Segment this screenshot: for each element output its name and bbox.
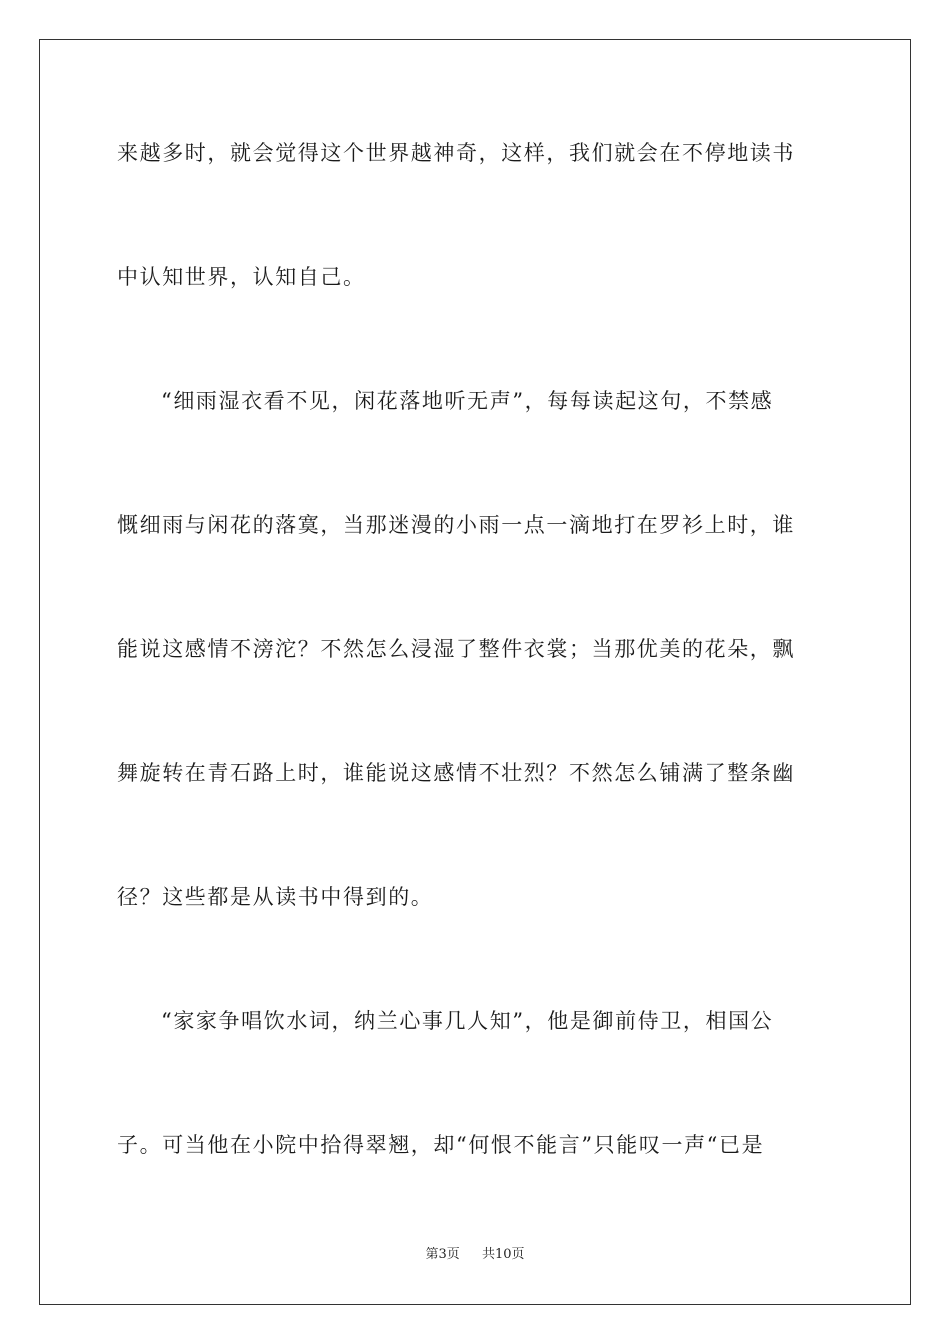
text-line-8: “家家争唱饮水词，纳兰心事几人知”，他是御前侍卫，相国公 <box>161 1009 774 1033</box>
text-line-1: 来越多时，就会觉得这个世界越神奇，这样，我们就会在不停地读书 <box>117 141 795 165</box>
page-border <box>39 39 911 1305</box>
text-line-2: 中认知世界，认知自己。 <box>117 265 366 289</box>
page-number: 第3页 <box>425 1247 460 1262</box>
text-line-9: 子。可当他在小院中拾得翠翘，却“何恨不能言”只能叹一声“已是 <box>117 1133 765 1157</box>
text-line-6: 舞旋转在青石路上时，谁能说这感情不壮烈？不然怎么铺满了整条幽 <box>117 761 795 785</box>
page-footer <box>0 1246 950 1264</box>
text-line-4: 慨细雨与闲花的落寞，当那迷漫的小雨一点一滴地打在罗衫上时，谁 <box>117 513 795 537</box>
text-line-7: 径？这些都是从读书中得到的。 <box>117 885 434 909</box>
total-pages: 共10页 <box>481 1247 525 1262</box>
text-line-5: 能说这感情不滂沱？不然怎么浸湿了整件衣裳；当那优美的花朵，飘 <box>117 637 795 661</box>
text-line-3: “细雨湿衣看不见，闲花落地听无声”，每每读起这句，不禁感 <box>161 389 774 413</box>
